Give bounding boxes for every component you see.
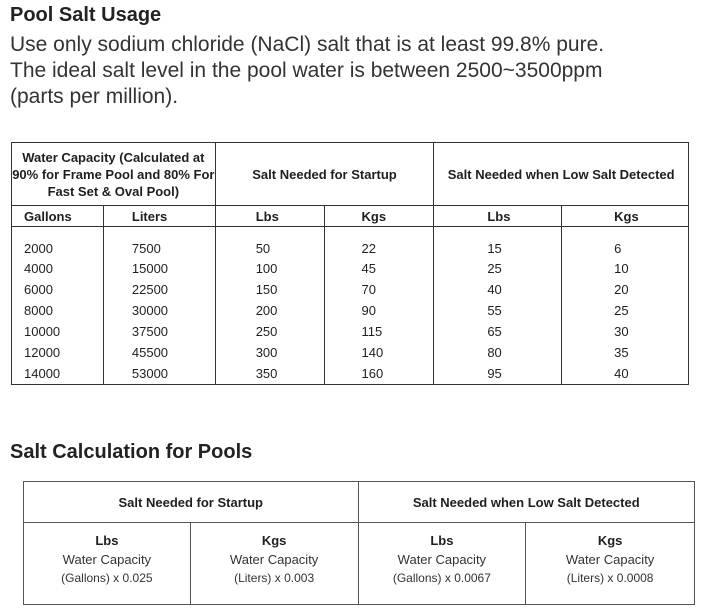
calc-low-salt-header: Salt Needed when Low Salt Detected (358, 482, 695, 523)
cell-startup-kgs: 45 (324, 258, 434, 279)
col-low-lbs: Lbs (434, 206, 562, 227)
col-startup-kgs: Kgs (324, 206, 434, 227)
cell-low-lbs: 15 (434, 227, 562, 259)
cell-startup-lbs: 350 (215, 363, 324, 385)
calc-cell-low-kgs (526, 523, 695, 605)
calc-label: Water Capacity (229, 552, 319, 567)
usage-intro (10, 32, 700, 110)
cell-low-kgs: 20 (562, 279, 689, 300)
calc-formula: (Gallons) x 0.025 (61, 571, 153, 585)
col-liters: Liters (103, 206, 215, 227)
cell-startup-kgs: 140 (324, 342, 434, 363)
calc-cell-low-lbs (358, 523, 526, 605)
cell-liters: 22500 (103, 279, 215, 300)
cell-gallons: 8000 (12, 300, 104, 321)
table-row (12, 258, 689, 279)
cell-startup-lbs: 100 (215, 258, 324, 279)
cell-low-kgs: 35 (562, 342, 689, 363)
usage-line: The ideal salt level in the pool water is between 2500~3500ppm (10, 59, 603, 82)
cell-gallons: 2000 (12, 227, 104, 259)
cell-liters: 45500 (103, 342, 215, 363)
pool-salt-usage-title: Pool Salt Usage (10, 4, 162, 26)
cell-gallons: 14000 (12, 363, 104, 385)
cell-startup-lbs: 200 (215, 300, 324, 321)
calc-cell-startup-lbs (24, 523, 191, 605)
water-capacity-header: Water Capacity (Calculated at 90% for Frame Pool and 80% For Fast Set & Oval Pool) (12, 143, 216, 206)
cell-gallons: 6000 (12, 279, 104, 300)
cell-low-kgs: 30 (562, 321, 689, 342)
cell-startup-lbs: 250 (215, 321, 324, 342)
cell-low-kgs: 40 (562, 363, 689, 385)
col-low-kgs: Kgs (562, 206, 689, 227)
salt-usage-table (11, 142, 689, 385)
usage-line: (parts per million). (10, 85, 179, 108)
cell-low-lbs: 65 (434, 321, 562, 342)
startup-salt-header: Salt Needed for Startup (215, 143, 434, 206)
calc-cell-startup-kgs (190, 523, 358, 605)
cell-low-kgs: 6 (562, 227, 689, 259)
salt-calculation-title: Salt Calculation for Pools (10, 441, 253, 463)
calc-label: Water Capacity (62, 552, 152, 567)
cell-gallons: 4000 (12, 258, 104, 279)
table-row (12, 342, 689, 363)
table-row (12, 279, 689, 300)
cell-liters: 7500 (103, 227, 215, 259)
cell-startup-lbs: 50 (215, 227, 324, 259)
calc-unit: Kgs (597, 533, 623, 548)
cell-liters: 30000 (103, 300, 215, 321)
calc-unit: Lbs (430, 533, 454, 548)
calc-unit: Lbs (95, 533, 119, 548)
cell-startup-lbs: 150 (215, 279, 324, 300)
calc-label: Water Capacity (565, 552, 655, 567)
col-gallons: Gallons (12, 206, 104, 227)
calc-label: Water Capacity (397, 552, 487, 567)
table-row (12, 321, 689, 342)
calc-formula: (Gallons) x 0.0067 (392, 571, 491, 585)
salt-calculation-table (23, 481, 695, 605)
low-salt-header: Salt Needed when Low Salt Detected (434, 143, 689, 206)
cell-gallons: 10000 (12, 321, 104, 342)
cell-low-lbs: 80 (434, 342, 562, 363)
cell-startup-kgs: 22 (324, 227, 434, 259)
cell-low-kgs: 10 (562, 258, 689, 279)
cell-startup-kgs: 70 (324, 279, 434, 300)
usage-line: Use only sodium chloride (NaCl) salt that is at least 99.8% pure. (10, 33, 605, 56)
cell-startup-kgs: 90 (324, 300, 434, 321)
calc-formula: (Liters) x 0.003 (234, 571, 315, 585)
cell-startup-kgs: 160 (324, 363, 434, 385)
table-row (12, 227, 689, 259)
cell-low-lbs: 40 (434, 279, 562, 300)
cell-liters: 53000 (103, 363, 215, 385)
calc-startup-header: Salt Needed for Startup (24, 482, 359, 523)
calc-formula: (Liters) x 0.0008 (566, 571, 654, 585)
cell-low-kgs: 25 (562, 300, 689, 321)
cell-startup-kgs: 115 (324, 321, 434, 342)
calc-unit: Kgs (261, 533, 287, 548)
table-row (12, 300, 689, 321)
table-row (12, 363, 689, 385)
cell-low-lbs: 55 (434, 300, 562, 321)
cell-low-lbs: 25 (434, 258, 562, 279)
cell-gallons: 12000 (12, 342, 104, 363)
cell-startup-lbs: 300 (215, 342, 324, 363)
col-startup-lbs: Lbs (215, 206, 324, 227)
cell-liters: 15000 (103, 258, 215, 279)
cell-low-lbs: 95 (434, 363, 562, 385)
cell-liters: 37500 (103, 321, 215, 342)
